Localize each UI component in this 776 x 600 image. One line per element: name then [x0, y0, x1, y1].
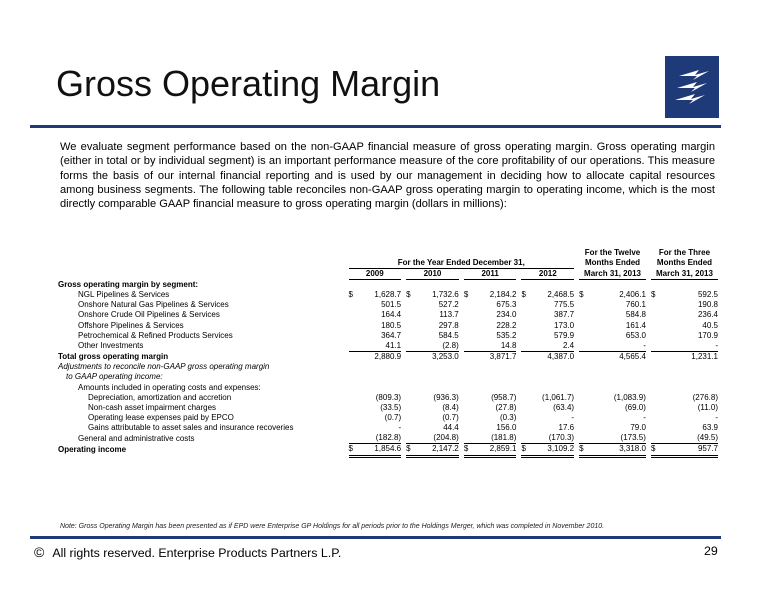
table-row — [58, 403, 718, 413]
section-header-row — [58, 362, 718, 372]
cell-value: (0.7) — [384, 413, 402, 422]
row-label: Onshore Natural Gas Pipelines & Services — [78, 300, 229, 310]
cell-value: 592.5 — [697, 290, 718, 300]
cell-value: 387.7 — [554, 310, 575, 320]
cell-value: (936.3) — [433, 392, 459, 402]
table-header-row — [58, 258, 718, 269]
dollar-sign: $ — [651, 444, 661, 456]
header-2012: 2012 — [521, 269, 574, 280]
cell-value: 156.0 — [496, 423, 517, 433]
cell-value: 170.9 — [697, 330, 718, 340]
cell-value: - — [589, 341, 646, 352]
row-label: Non-cash asset impairment charges — [88, 402, 217, 412]
dollar-sign: $ — [579, 444, 589, 456]
footnote: Note: Gross Operating Margin has been presented as if EPD were Enterprise GP Holdings for all periods prior to the Holdings Merger, which was completed in November 2010. — [60, 523, 605, 530]
table-header-row — [58, 248, 718, 258]
header-2010: 2010 — [406, 269, 459, 280]
row-label: Operating lease expenses paid by EPCO — [88, 413, 234, 422]
table-row — [58, 341, 718, 352]
row-label: General and administrative costs — [78, 433, 195, 443]
cell-value: (182.8) — [359, 433, 402, 444]
adjustments-label: Adjustments to reconcile non-GAAP gross operating margin — [58, 362, 270, 372]
section-header-row — [58, 383, 718, 393]
cell-value: - — [715, 413, 718, 422]
cell-value: 63.9 — [702, 423, 718, 433]
row-label: Onshore Crude Oil Pipelines & Services — [78, 310, 220, 320]
table-row — [58, 331, 718, 341]
cell-value: 584.5 — [438, 330, 459, 340]
cell-value: 2.4 — [532, 341, 575, 352]
cell-value: 3,318.0 — [589, 444, 646, 456]
row-label: Other Investments — [78, 341, 144, 351]
header-twelve-1: For the Twelve — [584, 248, 641, 257]
table-row-total — [58, 352, 718, 363]
cell-value: 501.5 — [381, 300, 402, 310]
table-row — [58, 413, 718, 423]
dollar-sign: $ — [463, 290, 469, 300]
dollar-sign: $ — [348, 290, 353, 300]
dollar-sign: $ — [521, 290, 526, 300]
cell-value: 527.2 — [438, 300, 459, 310]
header-2011: 2011 — [464, 269, 517, 280]
cell-value: (33.5) — [380, 402, 402, 412]
dollar-sign: $ — [349, 444, 359, 456]
page-title: Gross Operating Margin — [56, 63, 441, 104]
cell-value: (809.3) — [375, 392, 402, 402]
dollar-sign: $ — [650, 290, 656, 300]
cell-value: 760.1 — [625, 300, 646, 310]
dollar-sign: $ — [464, 444, 474, 456]
table-row — [58, 393, 718, 403]
cell-value: 17.6 — [558, 423, 575, 433]
cell-value: (49.5) — [661, 433, 718, 444]
cell-value: (27.8) — [495, 402, 517, 412]
table-row — [58, 321, 718, 331]
cell-value: (1,083.9) — [613, 392, 646, 402]
cell-value: 113.7 — [439, 310, 459, 320]
cell-value: (173.5) — [589, 433, 646, 444]
cell-value: 297.8 — [438, 320, 459, 330]
cell-value: 2,406.1 — [619, 290, 646, 300]
cell-value: 653.0 — [625, 330, 646, 340]
cell-value: 775.5 — [554, 300, 575, 310]
cell-value: 3,253.0 — [432, 352, 459, 362]
cell-value: 2,147.2 — [416, 444, 459, 456]
footer-divider — [30, 536, 721, 539]
cell-value: (8.4) — [442, 402, 459, 412]
cell-value: 2,880.9 — [374, 352, 402, 362]
dollar-sign: $ — [406, 290, 411, 300]
cell-value: 180.5 — [381, 320, 402, 330]
copyright-notice — [34, 544, 341, 560]
row-label: Total gross operating margin — [58, 351, 169, 361]
cell-value: 1,854.6 — [359, 444, 402, 456]
table-row — [58, 310, 718, 320]
header-three-date: March 31, 2013 — [651, 269, 718, 280]
cell-value: (0.3) — [499, 413, 517, 422]
dollar-sign: $ — [406, 444, 416, 456]
table-row — [58, 423, 718, 433]
cell-value: (181.8) — [474, 433, 517, 444]
cell-value: - — [571, 413, 575, 422]
cell-value: (11.0) — [697, 402, 718, 412]
row-label: Petrochemical & Refined Products Services — [78, 330, 233, 340]
cell-value: 234.0 — [496, 310, 517, 320]
cell-value: (0.7) — [442, 413, 459, 422]
section-header-row — [58, 372, 718, 382]
header-twelve-2: Months Ended — [584, 258, 641, 268]
cell-value: 3,871.7 — [489, 352, 517, 362]
cell-value: 41.1 — [359, 341, 402, 352]
cell-value: 535.2 — [496, 330, 517, 340]
cell-value: 79.0 — [630, 423, 646, 433]
table-row — [58, 300, 718, 310]
cell-value: 4,387.0 — [547, 352, 575, 362]
cell-value: 1,628.7 — [374, 290, 402, 300]
cell-value: 40.5 — [702, 320, 718, 330]
row-label: Depreciation, amortization and accretion — [88, 392, 232, 402]
cell-value: (2.8) — [416, 341, 459, 352]
header-2009: 2009 — [349, 269, 402, 280]
table-row — [58, 290, 718, 300]
intro-paragraph: We evaluate segment performance based on the non-GAAP financial measure of gross operating margin. Gross operating margin (either in total or by individual segment) is an important performance measure of the core profitability of our operations. This measure forms the basis of our internal financial reporting and is used by our management in deciding how to allocate capital resources among business segments. The following table reconciles non-GAAP gross operating margin to operating income, which is the most directly comparable GAAP financial measure to gross operating margin (dollars in millions): — [60, 141, 715, 211]
table-row-operating-income — [58, 444, 718, 456]
cell-value: - — [661, 341, 718, 352]
header-three-1: For the Three — [658, 248, 711, 257]
copyright-icon: © — [34, 544, 45, 560]
cell-value: 579.9 — [554, 330, 575, 340]
cell-value: - — [643, 413, 646, 422]
cell-value: 584.8 — [625, 310, 646, 320]
cell-value: 190.8 — [697, 300, 718, 310]
cell-value: 675.3 — [496, 300, 517, 310]
cell-value: (69.0) — [625, 402, 646, 412]
dollar-sign: $ — [579, 290, 584, 300]
page-number: 29 — [704, 544, 718, 558]
header-divider — [30, 125, 721, 128]
cell-value: 2,184.2 — [489, 290, 517, 300]
cell-value: 2,859.1 — [474, 444, 517, 456]
cell-value: 44.4 — [443, 423, 459, 433]
cell-value: 236.4 — [697, 310, 718, 320]
cell-value: (63.4) — [553, 402, 575, 412]
header-three-2: Months Ended — [656, 258, 713, 268]
header-twelve-date: March 31, 2013 — [579, 269, 646, 280]
cell-value: 1,231.1 — [691, 352, 718, 362]
row-label: Gains attributable to asset sales and insurance recoveries — [88, 423, 294, 433]
adjustments-label-2: to GAAP operating income: — [66, 372, 163, 382]
gross-operating-margin-table — [58, 248, 718, 458]
cell-value: 173.0 — [554, 320, 575, 330]
table-row — [58, 433, 718, 444]
cell-value: (276.8) — [692, 392, 718, 402]
row-label: NGL Pipelines & Services — [78, 290, 170, 300]
cell-value: 164.4 — [381, 310, 402, 320]
cell-value: 228.2 — [496, 320, 517, 330]
cell-value: 4,565.4 — [619, 352, 646, 362]
amounts-label: Amounts included in operating costs and expenses: — [78, 382, 261, 392]
enterprise-logo-icon — [665, 56, 719, 118]
copyright-text: All rights reserved. Enterprise Products Partners L.P. — [52, 546, 342, 560]
cell-value: (958.7) — [491, 392, 517, 402]
cell-value: 3,109.2 — [532, 444, 575, 456]
header-year-ended: For the Year Ended December 31, — [349, 258, 575, 269]
cell-value: 161.4 — [625, 320, 646, 330]
cell-value: 2,468.5 — [547, 290, 575, 300]
row-label: Offshore Pipelines & Services — [78, 320, 184, 330]
table-header-row — [58, 269, 718, 280]
cell-value: 364.7 — [381, 330, 402, 340]
cell-value: (170.3) — [532, 433, 575, 444]
cell-value: (1,061.7) — [542, 392, 575, 402]
cell-value: (204.8) — [416, 433, 459, 444]
section-header-row — [58, 280, 718, 290]
dollar-sign: $ — [521, 444, 531, 456]
cell-value: 14.8 — [474, 341, 517, 352]
cell-value: - — [398, 423, 402, 433]
cell-value: 957.7 — [661, 444, 718, 456]
cell-value: 1,732.6 — [432, 290, 459, 300]
gom-section-label: Gross operating margin by segment: — [58, 279, 199, 289]
row-label: Operating income — [58, 444, 127, 454]
